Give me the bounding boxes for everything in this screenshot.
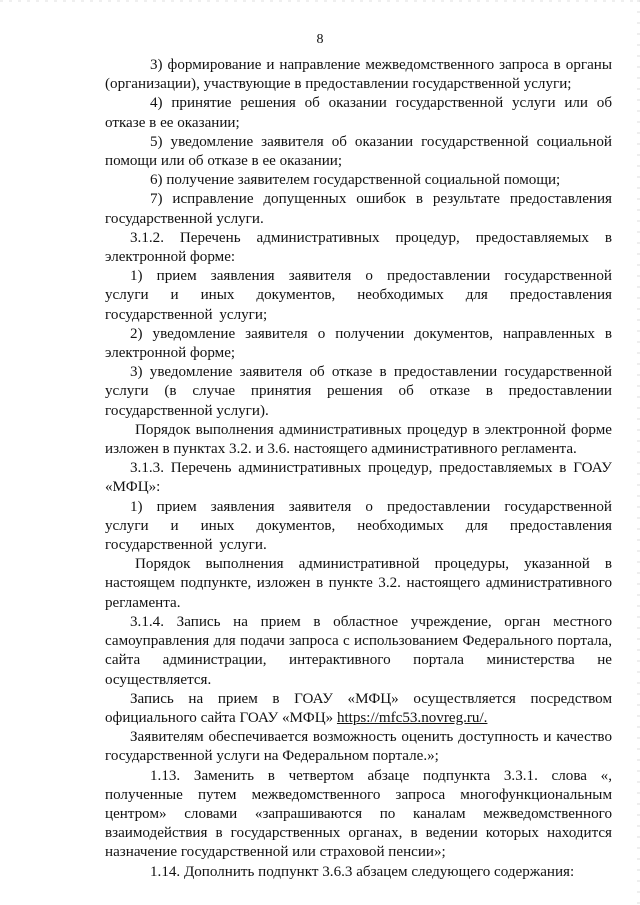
paragraph-3-1-4: 3.1.4. Запись на прием в областное учреждение, орган местного самоуправления для подачи запроса с использованием Федерального портала, сайта администрации, интерактивного портала министерства не осуществляется.: [105, 613, 612, 688]
paragraph-3-1-3-item-1: 1) прием заявления заявителя о предоставлении государственной услуги и иных документов, необходимых для предоставления государственной услуги.: [105, 498, 612, 554]
paragraph-item-7: 7) исправление допущенных ошибок в результате предоставления государственной услуги.: [105, 191, 612, 227]
paragraph-service-evaluation: Заявителям обеспечивается возможность оценить доступность и качество государственной услуги на Федеральном портале.»;: [105, 729, 612, 765]
paragraph-3-1-2-item-1: 1) прием заявления заявителя о предоставлении государственной услуги и иных документов, необходимых для предоставления государственной услуги;: [105, 268, 612, 323]
page-number: 8: [316, 32, 324, 47]
paragraph-procedure-order-mfc: Порядок выполнения административной процедуры, указанной в настоящем подпункте, изложен в пункте 3.2. настоящего административного регламента.: [105, 556, 612, 611]
paragraph-3-1-3: 3.1.3. Перечень административных процедур, предоставляемых в ГОАУ «МФЦ»:: [105, 460, 612, 496]
appointment-mfc-text: Запись на прием в ГОАУ «МФЦ» осуществляется посредством официального сайта ГОАУ «МФЦ»: [105, 690, 612, 726]
paragraph-item-4: 4) принятие решения об оказании государственной услуги или об отказе в ее оказании;: [105, 95, 612, 131]
mfc-website-link[interactable]: https://mfc53.novreg.ru/.: [336, 709, 488, 726]
paragraph-item-3: 3) формирование и направление межведомственного запроса в органы (организации), участвующие в предоставлении государственной услуги;: [105, 57, 612, 93]
paragraph-3-1-2-item-2: 2) уведомление заявителя о получении документов, направленных в электронной форме;: [105, 325, 612, 362]
paragraph-item-6: 6) получение заявителем государственной социальной помощи;: [150, 172, 561, 189]
document-body: [105, 56, 612, 882]
paragraph-3-1-2-item-3: 3) уведомление заявителя об отказе в предоставлении государственной услуги (в случае принятия решения об отказе в предоставлении государственной услуги).: [105, 364, 612, 419]
paragraph-1-13: 1.13. Заменить в четвертом абзаце подпункта 3.3.1. слова «, полученные путем межведомственного запроса многофункциональным центром» словами «запрашиваются по каналам межведомственного взаимодействия в государственных органах, в ведении которых находится назначение государственной или страховой пенсии»;: [105, 767, 612, 861]
paragraph-1-14: 1.14. Дополнить подпункт 3.6.3 абзацем следующего содержания:: [150, 863, 575, 880]
paragraph-appointment-mfc: [105, 690, 612, 728]
scan-edge-top: [0, 0, 640, 2]
paragraph-procedure-order: Порядок выполнения административных процедур в электронной форме изложен в пунктах 3.2. и 3.6. настоящего административного регламента.: [105, 421, 612, 458]
paragraph-3-1-2: 3.1.2. Перечень административных процедур, предоставляемых в электронной форме:: [105, 229, 612, 266]
paragraph-item-5: 5) уведомление заявителя об оказании государственной социальной помощи или об отказе в ее оказании;: [105, 133, 612, 170]
